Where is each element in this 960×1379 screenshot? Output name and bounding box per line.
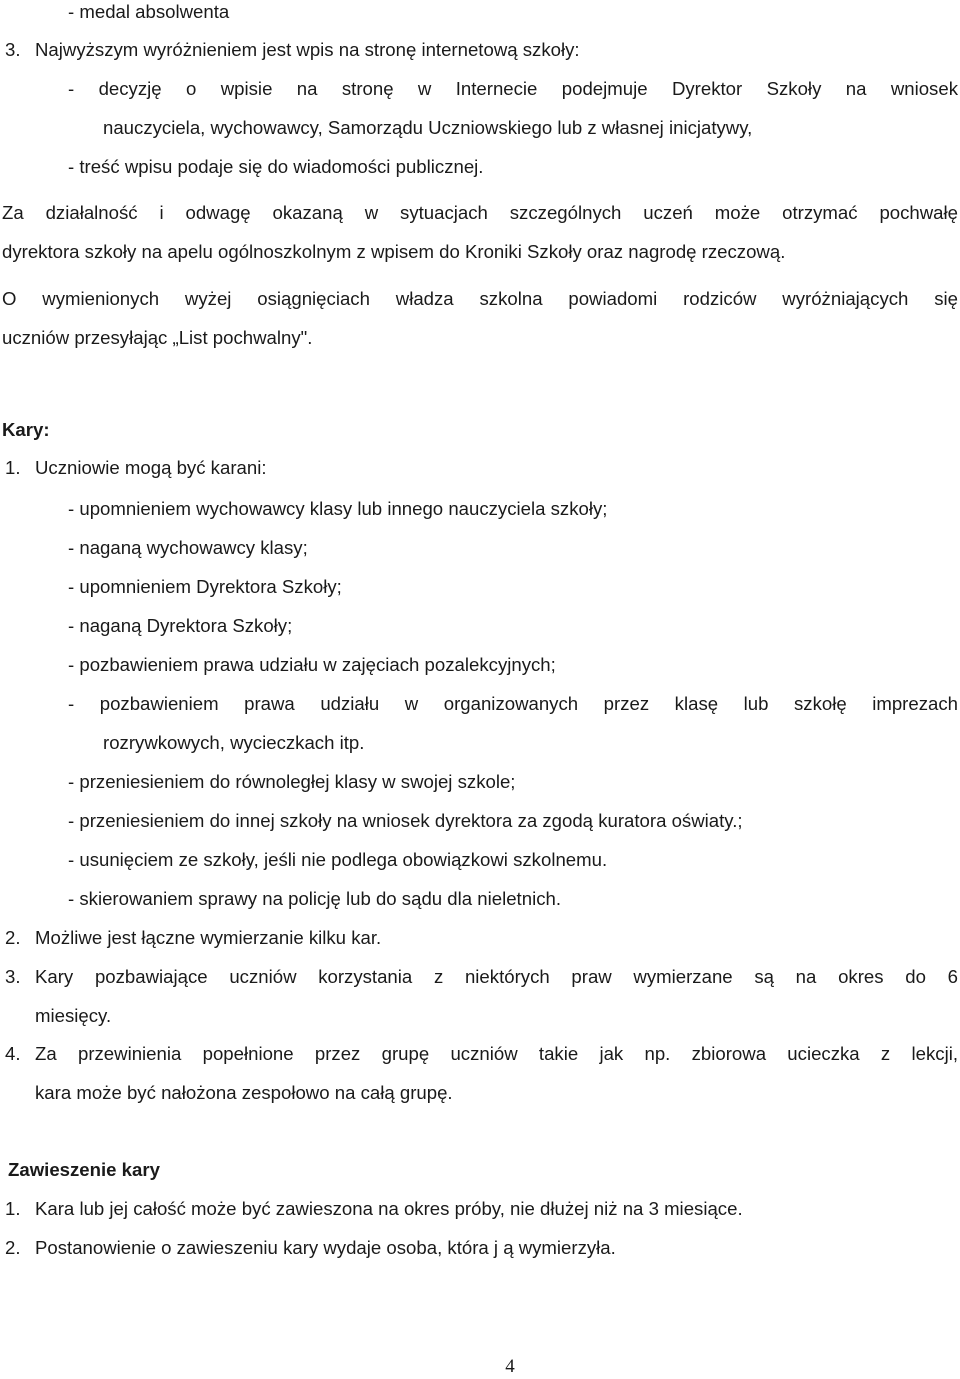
punishment-item-continuation: rozrywkowych, wycieczkach itp. (103, 732, 365, 753)
punishment-item: - przeniesieniem do innej szkoły na wniosek dyrektora za zgodą kuratora oświaty.; (68, 810, 743, 831)
punishment-item: - upomnieniem wychowawcy klasy lub innego nauczyciela szkoły; (68, 498, 608, 519)
page-number: 4 (505, 1356, 515, 1377)
website-content-line: - treść wpisu podaje się do wiadomości publicznej. (68, 156, 484, 177)
website-decision-line-1: - decyzję o wpisie na stronę w Internecie podejmuje Dyrektor Szkoły na wniosek (68, 78, 958, 99)
kary-item-3-text-line-1: Kary pozbawiające uczniów korzystania z niektórych praw wymierzane są na okres do 6 (35, 966, 958, 987)
punishment-item: - usunięciem ze szkoły, jeśli nie podlega obowiązkowi szkolnemu. (68, 849, 608, 870)
kary-item-1-number: 1. (5, 457, 21, 478)
kary-item-4-text-line-2: kara może być nałożona zespołowo na całą grupę. (35, 1082, 453, 1103)
zawieszenie-item-2-text: Postanowienie o zawieszeniu kary wydaje osoba, która j ą wymierzyła. (35, 1237, 616, 1258)
kary-item-3-text-line-2: miesięcy. (35, 1005, 112, 1026)
punishment-item: - przeniesieniem do równoległej klasy w swojej szkole; (68, 771, 516, 792)
item-3-text: Najwyższym wyróżnieniem jest wpis na stronę internetową szkoły: (35, 39, 580, 60)
bravery-paragraph-line-2: dyrektora szkoły na apelu ogólnoszkolnym z wpisem do Kroniki Szkoły oraz nagrodę rzeczową. (2, 241, 786, 262)
punishment-item: - pozbawieniem prawa udziału w zajęciach pozalekcyjnych; (68, 654, 556, 675)
kary-item-2-number: 2. (5, 927, 21, 948)
punishment-item: - naganą wychowawcy klasy; (68, 537, 308, 558)
kary-item-4-text-line-1: Za przewinienia popełnione przez grupę uczniów takie jak np. zbiorowa ucieczka z lekcji, (35, 1043, 958, 1064)
medal-item: - medal absolwenta (68, 1, 230, 22)
kary-item-3-number: 3. (5, 966, 21, 987)
item-3-number: 3. (5, 39, 21, 60)
notification-paragraph-line-1: O wymienionych wyżej osiągnięciach władza szkolna powiadomi rodziców wyróżniających się (2, 288, 958, 309)
punishment-item: - skierowaniem sprawy na policję lub do sądu dla nieletnich. (68, 888, 561, 909)
zawieszenie-item-1-text: Kara lub jej całość może być zawieszona na okres próby, nie dłużej niż na 3 miesiące. (35, 1198, 743, 1219)
punishment-item: - naganą Dyrektora Szkoły; (68, 615, 293, 636)
zawieszenie-heading: Zawieszenie kary (8, 1159, 160, 1180)
kary-item-4-number: 4. (5, 1043, 21, 1064)
website-decision-line-2: nauczyciela, wychowawcy, Samorządu Uczniowskiego lub z własnej inicjatywy, (103, 117, 753, 138)
bravery-paragraph-line-1: Za działalność i odwagę okazaną w sytuacjach szczególnych uczeń może otrzymać pochwałę (2, 202, 958, 223)
kary-heading: Kary: (2, 419, 50, 440)
kary-item-1-text: Uczniowie mogą być karani: (35, 457, 267, 478)
zawieszenie-item-2-number: 2. (5, 1237, 21, 1258)
punishment-item: - pozbawieniem prawa udziału w organizowanych przez klasę lub szkołę imprezach (68, 693, 958, 714)
zawieszenie-item-1-number: 1. (5, 1198, 21, 1219)
punishment-item: - upomnieniem Dyrektora Szkoły; (68, 576, 342, 597)
notification-paragraph-line-2: uczniów przesyłając „List pochwalny". (2, 327, 313, 348)
kary-item-2-text: Możliwe jest łączne wymierzanie kilku kar. (35, 927, 382, 948)
